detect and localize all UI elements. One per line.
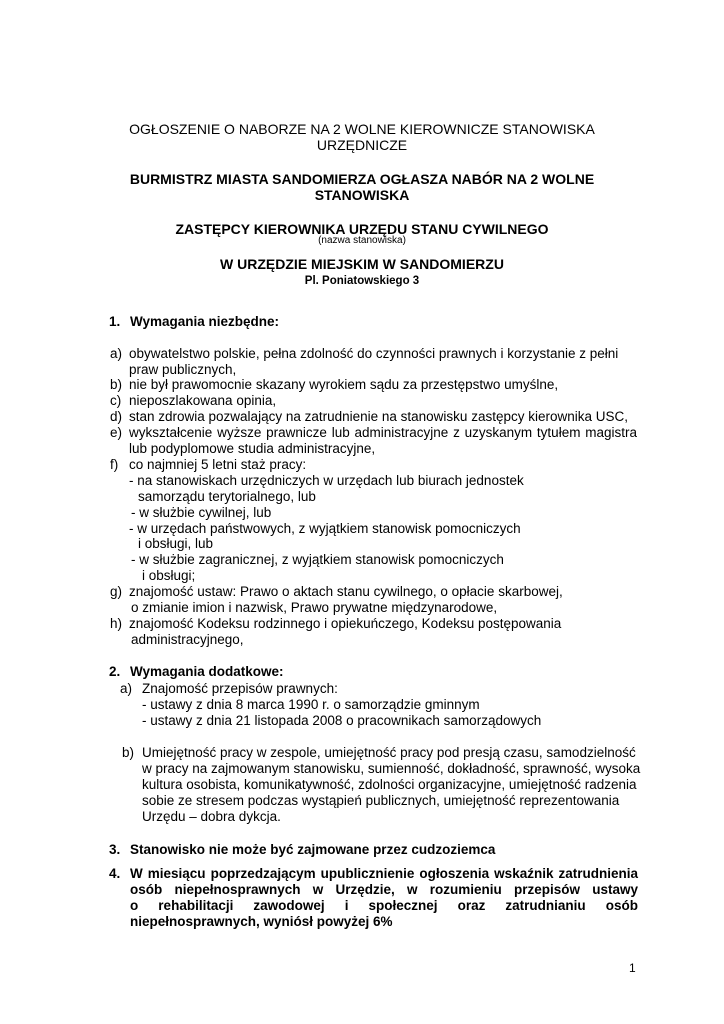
section-3-number: 3.: [109, 842, 121, 857]
req-h-label: h): [110, 616, 123, 631]
req-f-line-8: i obsługi;: [142, 568, 196, 583]
section-3-text: Stanowisko nie może być zajmowane przez cudzoziemca: [130, 842, 496, 857]
extra-b-label: b): [122, 745, 135, 760]
req-e-line-1: wykształcenie wyższe prawnicze lub administracyjne z uzyskanym tytułem magistra: [129, 425, 637, 440]
announcement-title-line-1: OGŁOSZENIE O NABORZE NA 2 WOLNE KIEROWNICZE STANOWISKA: [129, 121, 595, 137]
req-f-line-2: - na stanowiskach urzędniczych w urzędach lub biurach jednostek: [129, 473, 524, 488]
req-b-line-1: nie był prawomocnie skazany wyrokiem sądu za przestępstwo umyślne,: [129, 377, 559, 392]
position-name: ZASTĘPCY KIEROWNIKA URZĘDU STANU CYWILNEGO: [175, 221, 549, 237]
section-2-title: Wymagania dodatkowe:: [130, 664, 284, 679]
req-c-line-1: nieposzlakowana opinia,: [129, 393, 277, 408]
req-a-label: a): [110, 346, 123, 361]
section-2-number: 2.: [109, 664, 121, 679]
req-f-line-5: - w urzędach państwowych, z wyjątkiem stanowisk pomocniczych: [129, 521, 521, 536]
req-g-line-1: znajomość ustaw: Prawo o aktach stanu cywilnego, o opłacie skarbowej,: [129, 584, 563, 599]
extra-a-label: a): [120, 681, 133, 696]
req-a-line-1: obywatelstwo polskie, pełna zdolność do czynności prawnych i korzystanie z pełni: [129, 346, 619, 361]
position-name-note: (nazwa stanowiska): [318, 235, 406, 246]
extra-a-line-3: - ustawy z dnia 21 listopada 2008 o pracownikach samorządowych: [142, 713, 542, 728]
extra-b-line-3: kultura osobista, komunikatywność, zdolności organizacyjne, umiejętność radzenia: [142, 777, 637, 792]
announcement-title-line-2: URZĘDNICZE: [316, 137, 408, 153]
req-f-line-4: - w służbie cywilnej, lub: [131, 505, 272, 520]
req-d-label: d): [110, 409, 123, 424]
mayor-announcement-line-1: BURMISTRZ MIASTA SANDOMIERZA OGŁASZA NABÓR NA 2 WOLNE: [129, 171, 595, 187]
req-f-label: f): [110, 457, 119, 472]
extra-a-line-2: - ustawy z dnia 8 marca 1990 r. o samorządzie gminnym: [142, 697, 480, 712]
office-address: Pl. Poniatowskiego 3: [304, 275, 420, 287]
req-f-line-3: samorządu terytorialnego, lub: [138, 489, 316, 504]
req-f-line-7: - w służbie zagranicznej, z wyjątkiem stanowisk pomocniczych: [131, 552, 504, 567]
extra-b-line-2: w pracy na zajmowanym stanowisku, sumienność, dokładność, sprawność, wysoka: [142, 761, 641, 776]
extra-b-line-1: Umiejętność pracy w zespole, umiejętność pracy pod presją czasu, samodzielność: [142, 745, 636, 760]
req-b-label: b): [110, 377, 123, 392]
req-a-line-2: praw publicznych,: [129, 362, 237, 377]
req-h-line-1: znajomość Kodeksu rodzinnego i opiekuńczego, Kodeksu postępowania: [129, 616, 562, 631]
req-c-label: c): [110, 393, 122, 408]
req-e-line-2: lub podyplomowe studia administracyjne,: [129, 441, 376, 456]
section-4-number: 4.: [109, 866, 121, 881]
section-4-line-4: niepełnosprawnych, wyniósł powyżej 6%: [130, 914, 393, 929]
req-g-label: g): [110, 584, 123, 599]
req-d-line-1: stan zdrowia pozwalający na zatrudnienie na stanowisku zastępcy kierownika USC,: [129, 409, 628, 424]
section-1-number: 1.: [109, 314, 121, 329]
req-f-line-1: co najmniej 5 letni staż pracy:: [129, 457, 307, 472]
page-number: 1: [629, 961, 636, 975]
extra-b-line-4: sobie ze stresem podczas wystąpień publicznych, umiejętność reprezentowania: [142, 793, 620, 808]
section-4-line-1: W miesiącu poprzedzającym upublicznienie ogłoszenia wskaźnik zatrudnienia: [130, 866, 638, 881]
req-e-label: e): [110, 425, 123, 440]
section-1-title: Wymagania niezbędne:: [130, 314, 280, 329]
req-g-line-2: o zmianie imion i nazwisk, Prawo prywatne międzynarodowe,: [131, 600, 498, 615]
extra-a-line-1: Znajomość przepisów prawnych:: [142, 681, 338, 696]
extra-b-line-5: Urzędu – dobra dykcja.: [142, 809, 281, 824]
office-name: W URZĘDZIE MIEJSKIM W SANDOMIERZU: [220, 256, 504, 272]
mayor-announcement-line-2: STANOWISKA: [314, 187, 410, 203]
req-h-line-2: administracyjnego,: [131, 632, 244, 647]
section-4-line-2: osób niepełnosprawnych w Urzędzie, w rozumieniu przepisów ustawy: [130, 882, 638, 897]
section-4-line-3: o rehabilitacji zawodowej i społecznej oraz zatrudnianiu osób: [130, 898, 638, 913]
req-f-line-6: i obsługi, lub: [138, 536, 214, 551]
